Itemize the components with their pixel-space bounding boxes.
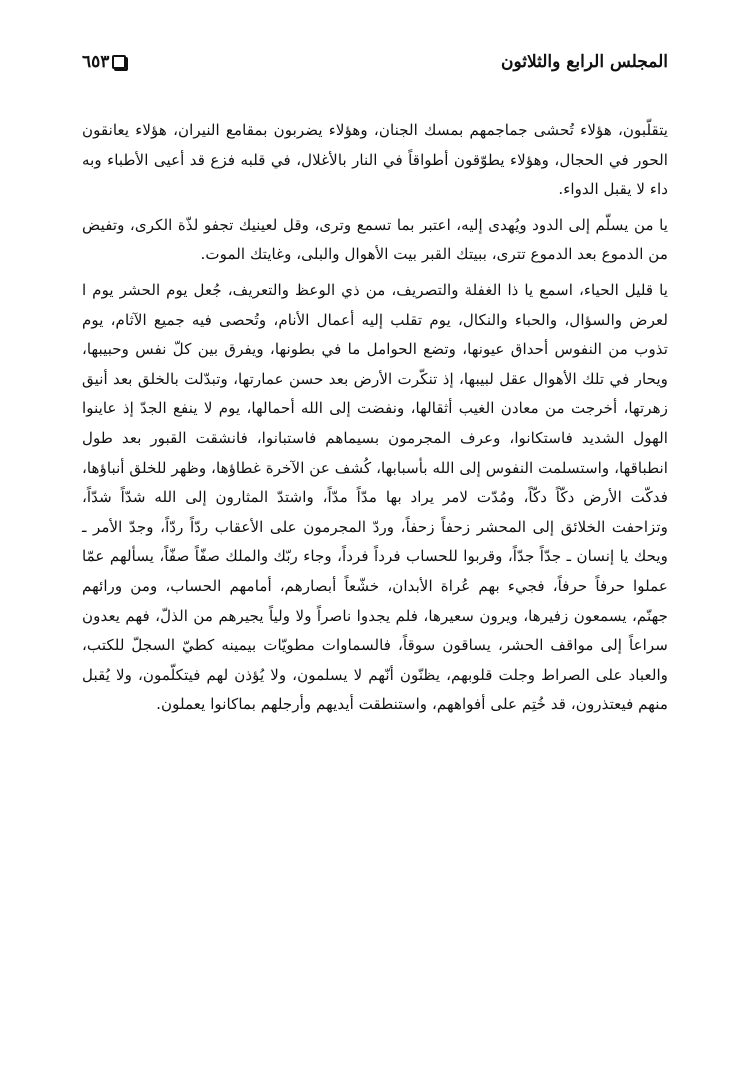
body-text [82, 116, 668, 726]
running-title: المجلس الرابع والثلاثون [500, 52, 668, 72]
page-number: ٦٥٣ [82, 52, 110, 72]
paragraph: يا قليل الحياء، اسمع يا ذا الغفلة والتصريف، من ذي الوعظ والتعريف، جُعل يوم الحشر يوم ا لعرض والسؤال، والحباء والنكال، يوم تقلب إليه أعمال الأنام، وتُحصى فيه جميع الآثام، يوم تذوب من النفوس أحداق عيونها، وتضع الحوامل ما في بطونها، ويفرق بين كلّ نفس وحبيبها، ويحار في تلك الأهوال عقل لبيبها، إذ تنكّرت الأرض بعد حسن عمارتها، وتبدّلت بالخلق بعد أنيق زهرتها، أخرجت من معادن الغيب أثقالها، ونفضت إلى الله أحمالها، يوم لا ينفع الجدّ إذ عاينوا الهول الشديد فاستكانوا، وعرف المجرمون بسيماهم فاستبانوا، فانشقت القبور بعد طول انطباقها، واستسلمت النفوس إلى الله بأسبابها، كُشف عن الآخرة غطاؤها، وظهر للخلق أنباؤها، فدكّت الأرض دكّاً دكّاً، ومُدّت لامر يراد بها مدّاً مدّاً، واشتدّ المثارون إلى الله شدّاً شدّاً، وتزاحفت الخلائق إلى المحشر زحفاً زحفاً، وردّ المجرمون على الأعقاب ردّاً ردّاً، وجدّ الأمر ـ ويحك يا إنسان ـ جدّاً جدّاً، وقربوا للحساب فرداً فرداً، وجاء ربّك والملك صفّاً صفّاً، يسألهم عمّا عملوا حرفاً حرفاً، فجيء بهم عُراة الأبدان، خشّعاً أبصارهم، أمامهم الحساب، ومن ورائهم جهنّم، يسمعون زفيرها، ويرون سعيرها، فلم يجدوا ناصراً ولا ولياً يجيرهم من الذلّ، فهم يعدون سراعاً إلى مواقف الحشر، يساقون سوقاً، فالسماوات مطويّات بيمينه كطيّ السجلّ للكتب، والعباد على الصراط وجلت قلوبهم، يظنّون أنّهم لا يسلمون، ولا يُؤذن لهم فيتكلّمون، ولا يُقبل منهم فيعتذرون، قد خُتِم على أفواههم، واستنطقت أيديهم وأرجلهم بماكانوا يعملون. [82, 280, 668, 714]
page-header [82, 48, 668, 76]
paragraph: يا من يسلّم إلى الدود ويُهدى إليه، اعتبر بما تسمع وترى، وقل لعينيك تجفو لذّة الكرى، وتفيض من الدموع بعد الدموع تترى، ببيتك القبر بيت الأهوال والبلى، وغايتك الموت. [82, 215, 668, 264]
square-marker-icon [112, 55, 126, 69]
page-number-block [82, 48, 128, 76]
paragraph: يتقلّبون، هؤلاء تُحشى جماجمهم بمسك الجنان، وهؤلاء يضربون بمقامع النيران، هؤلاء يعانقون الحور في الحجال، وهؤلاء يطوّقون أطواقاً في النار بالأغلال، في قلبه فزع قد أعيى الأطباء وبه داء لا يقبل الدواء. [82, 121, 668, 199]
